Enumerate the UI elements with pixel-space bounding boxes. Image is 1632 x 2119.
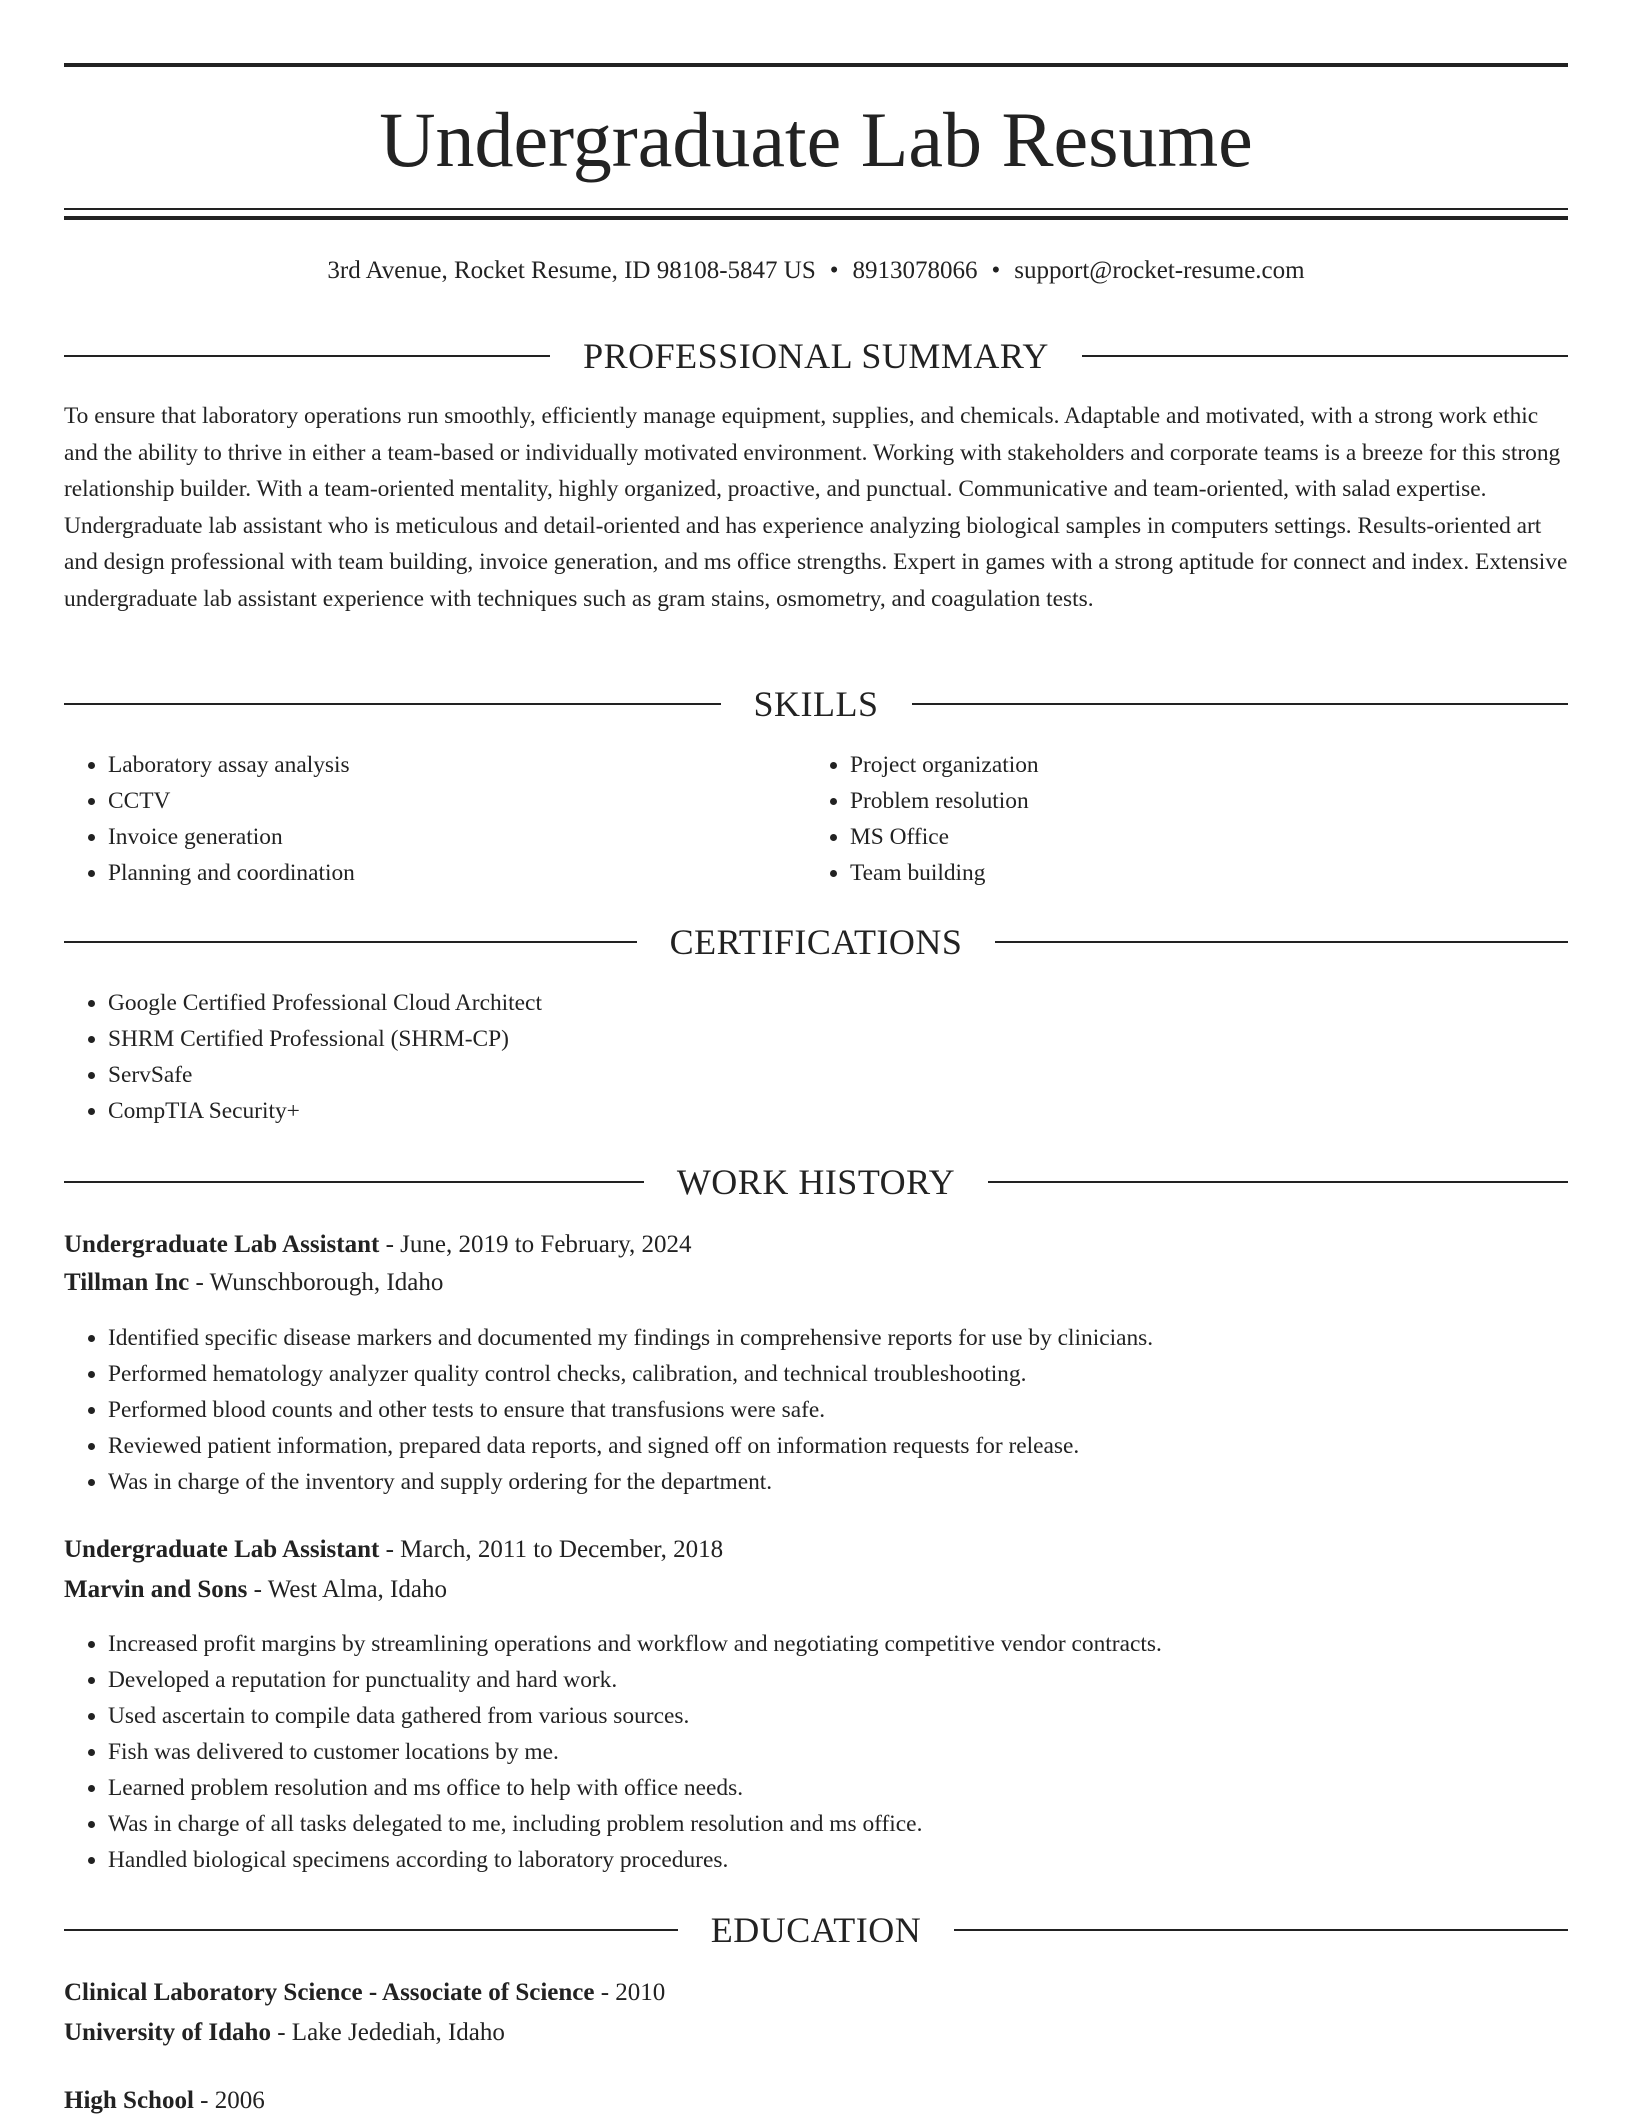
job-bullet: • Performed hematology analyzer quality control checks, calibration, and technical troubleshooting. xyxy=(108,1356,1568,1392)
job-bullet: • Performed blood counts and other tests to ensure that transfusions were safe. xyxy=(108,1392,1568,1428)
education-school: University of Idaho xyxy=(64,2019,271,2046)
title-rule-thick xyxy=(64,216,1568,220)
contact-separator: • xyxy=(829,257,839,284)
contact-email: support@rocket-resume.com xyxy=(1014,257,1305,284)
heading-rule-right xyxy=(912,703,1569,705)
job-bullet: • Increased profit margins by streamlining operations and workflow and negotiating competitive vendor contracts. xyxy=(108,1626,1568,1662)
job-title-line xyxy=(64,1532,723,1568)
education-degree: Clinical Laboratory Science - Associate of Science xyxy=(64,1979,595,2006)
section-title: CERTIFICATIONS xyxy=(669,922,963,962)
job-bullet: • Identified specific disease markers and documented my findings in comprehensive reports for use by clinicians. xyxy=(108,1320,1568,1356)
certification-item: • Google Certified Professional Cloud Architect xyxy=(108,985,1568,1021)
section-heading-education xyxy=(64,1908,1568,1952)
job-bullet: • Developed a reputation for punctuality and hard work. xyxy=(108,1662,1568,1698)
skill-item: • MS Office xyxy=(850,819,1546,855)
heading-rule-right xyxy=(1082,355,1568,357)
education-year: - 2010 xyxy=(594,1979,666,2006)
education-degree: High School xyxy=(64,2087,194,2114)
section-heading-certifications xyxy=(64,920,1568,964)
job-bullet: • Used ascertain to compile data gathered from various sources. xyxy=(108,1698,1568,1734)
heading-rule-right xyxy=(988,1181,1568,1183)
certifications-list xyxy=(64,985,1568,1129)
job-company-line xyxy=(64,1572,447,1608)
heading-rule-left xyxy=(64,703,721,705)
job-bullet: • Fish was delivered to customer locations by me. xyxy=(108,1734,1568,1770)
heading-rule-left xyxy=(64,941,637,943)
heading-rule-right xyxy=(954,1929,1568,1931)
job-location: - West Alma, Idaho xyxy=(247,1576,447,1603)
job-company-line xyxy=(64,1265,443,1301)
section-title: EDUCATION xyxy=(710,1910,922,1950)
top-rule xyxy=(64,63,1568,67)
job-title: Undergraduate Lab Assistant xyxy=(64,1231,380,1258)
skill-item: • Planning and coordination xyxy=(108,855,804,891)
contact-phone: 8913078066 xyxy=(852,257,978,284)
contact-separator: • xyxy=(991,257,1001,284)
skills-column-right xyxy=(806,747,1546,891)
heading-rule-right xyxy=(995,941,1568,943)
certification-item: • ServSafe xyxy=(108,1057,1568,1093)
job-bullet: • Reviewed patient information, prepared data reports, and signed off on information requests for release. xyxy=(108,1428,1568,1464)
education-degree-line xyxy=(64,1975,665,2011)
heading-rule-left xyxy=(64,1929,678,1931)
education-school-line xyxy=(64,2015,505,2051)
skills-column-left xyxy=(64,747,804,891)
document-title: Undergraduate Lab Resume xyxy=(379,96,1253,183)
section-title: PROFESSIONAL SUMMARY xyxy=(583,336,1049,376)
section-title: SKILLS xyxy=(753,684,879,724)
education-degree-line xyxy=(64,2083,265,2119)
section-heading-skills xyxy=(64,682,1568,726)
skill-item: • CCTV xyxy=(108,783,804,819)
skill-item: • Problem resolution xyxy=(850,783,1546,819)
job-company: Tillman Inc xyxy=(64,1269,190,1296)
job-dates: - March, 2011 to December, 2018 xyxy=(379,1536,724,1563)
heading-rule-left xyxy=(64,1181,644,1183)
section-heading-summary xyxy=(64,334,1568,378)
job-title-line xyxy=(64,1227,692,1263)
skill-item: • Team building xyxy=(850,855,1546,891)
skill-item: • Invoice generation xyxy=(108,819,804,855)
section-title: WORK HISTORY xyxy=(676,1162,956,1202)
contact-line xyxy=(64,254,1568,288)
title-rule-thin xyxy=(64,208,1568,210)
job-bullet: • Was in charge of all tasks delegated to me, including problem resolution and ms office. xyxy=(108,1806,1568,1842)
job-title: Undergraduate Lab Assistant xyxy=(64,1536,380,1563)
job-bullets xyxy=(64,1320,1568,1500)
job-location: - Wunschborough, Idaho xyxy=(189,1269,444,1296)
job-bullet: • Was in charge of the inventory and supply ordering for the department. xyxy=(108,1464,1568,1500)
education-location: - Lake Jedediah, Idaho xyxy=(270,2019,505,2046)
skill-item: • Project organization xyxy=(850,747,1546,783)
job-bullet: • Learned problem resolution and ms office to help with office needs. xyxy=(108,1770,1568,1806)
education-year: - 2006 xyxy=(193,2087,265,2114)
job-company: Marvin and Sons xyxy=(64,1576,248,1603)
job-bullet: • Handled biological specimens according to laboratory procedures. xyxy=(108,1842,1568,1878)
certification-item: • SHRM Certified Professional (SHRM-CP) xyxy=(108,1021,1568,1057)
contact-address: 3rd Avenue, Rocket Resume, ID 98108-5847 US xyxy=(327,257,816,284)
section-heading-work-history xyxy=(64,1160,1568,1204)
certification-item: • CompTIA Security+ xyxy=(108,1093,1568,1129)
job-bullets xyxy=(64,1626,1568,1878)
heading-rule-left xyxy=(64,355,550,357)
job-dates: - June, 2019 to February, 2024 xyxy=(379,1231,692,1258)
skill-item: • Laboratory assay analysis xyxy=(108,747,804,783)
summary-text: To ensure that laboratory operations run smoothly, efficiently manage equipment, supplies, and chemicals. Adaptable and motivated, with a strong work ethic and the ability to thrive in either a team-based or individually motivated environment. Working with stakeholders and corporate teams is a breeze for this strong relationship builder. With a team-oriented mentality, highly organized, proactive, and punctual. Communicative and team-oriented, with salad expertise. Undergraduate lab assistant who is meticulous and detail-oriented and has experience analyzing biological samples in computers settings. Results-oriented art and design professional with team building, invoice generation, and ms office strengths. Expert in games with a strong aptitude for connect and index. Extensive undergraduate lab assistant experience with techniques such as gram stains, osmometry, and coagulation tests. xyxy=(64,403,1568,612)
